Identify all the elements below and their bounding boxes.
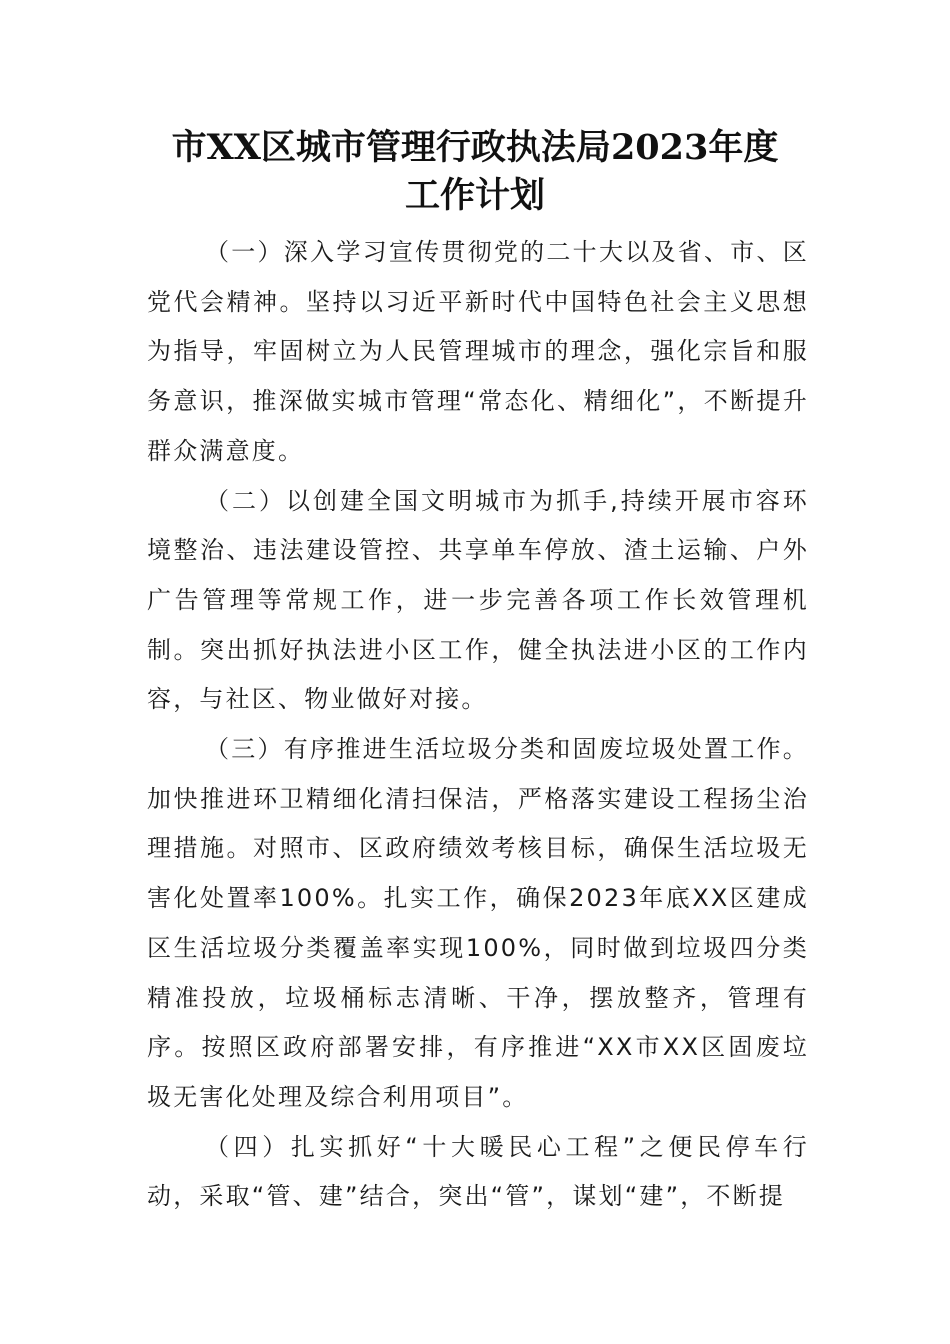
paragraph-4: （四）扎实抓好“十大暖民心工程”之便民停车行动，采取“管、建”结合，突出“管”，谋划“建”，不断提 [147, 1132, 809, 1211]
paragraph-2: （二）以创建全国文明城市为抓手,持续开展市容环境整治、违法建设管控、共享单车停放、渣土运输、户外广告管理等常规工作，进一步完善各项工作长效管理机制。突出抓好执法进小区工作，健全执法进小区的工作内容，与社区、物业做好对接。 [147, 486, 809, 714]
document-body [147, 228, 809, 1222]
paragraph-3: （三）有序推进生活垃圾分类和固废垃圾处置工作。加快推进环卫精细化清扫保洁，严格落实建设工程扬尘治理措施。对照市、区政府绩效考核目标，确保生活垃圾无害化处置率100%。扎实工作，确保2023年底XX区建成区生活垃圾分类覆盖率实现100%，同时做到垃圾四分类精准投放，垃圾桶标志清晰、干净，摆放整齐，管理有序。按照区政府部署安排，有序推进“XX市XX区固废垃圾无害化处理及综合利用项目”。 [147, 735, 809, 1111]
document-title: 市XX区城市管理行政执法局2023年度 [171, 127, 779, 168]
document-title-line2: 工作计划 [404, 175, 545, 216]
paragraph-1: （一）深入学习宣传贯彻党的二十大以及省、市、区党代会精神。坚持以习近平新时代中国特色社会主义思想为指导，牢固树立为人民管理城市的理念，强化宗旨和服务意识，推深做实城市管理“常态化、精细化”，不断提升群众满意度。 [147, 238, 809, 465]
